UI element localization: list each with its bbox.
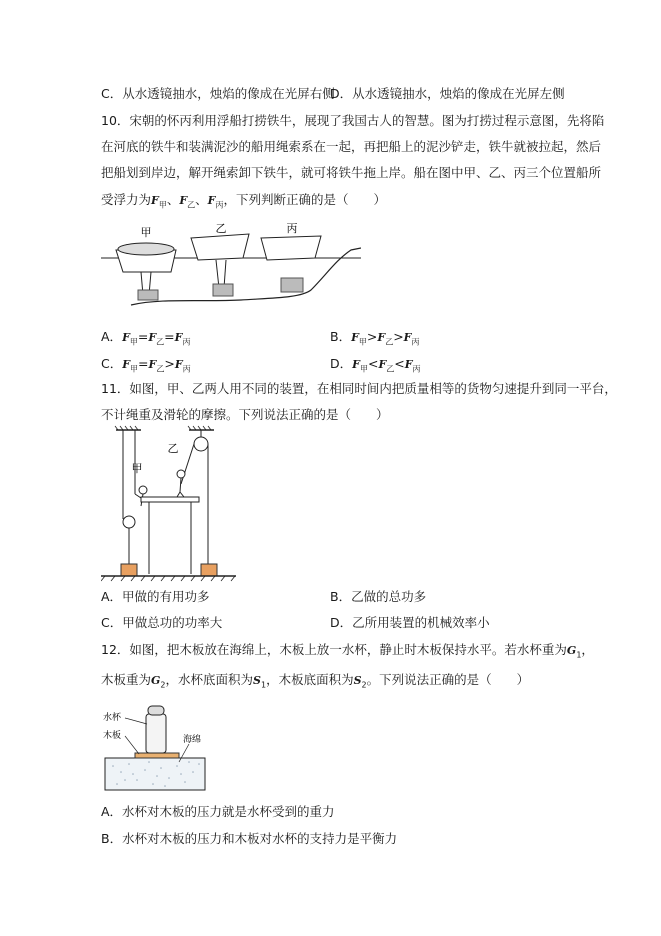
boat-label-bing: 丙: [286, 222, 298, 235]
q11-stem-line-2: 不计绳重及滑轮的摩擦。下列说法正确的是（ ）: [101, 407, 389, 422]
q12-option-a: A．水杯对木板的压力就是水杯受到的重力: [101, 804, 335, 819]
q9-option-d: D．从水透镜抽水，烛焰的像成在光屏左侧: [330, 86, 565, 101]
board-label: 木板: [103, 731, 122, 741]
boat-label-jia: 甲: [140, 226, 152, 239]
q11-option-a: A．甲做的有用功多: [101, 589, 210, 604]
q10-stem-line-4: 受浮力为$F_甲$、$F_乙$、$F_丙$，下列判断正确的是（ ）: [101, 192, 386, 210]
q11-option-b: B．乙做的总功多: [330, 589, 427, 604]
sponge-label: 海绵: [183, 735, 202, 745]
cup-board-sponge-figure: [101, 700, 211, 792]
q12-stem-line-2: 木板重为$G_2$，水杯底面积为$S_1$，木板底面积为$S_2$。下列说法正确的是（ ）: [101, 672, 530, 690]
q10-stem-line-1: 10．宋朝的怀丙利用浮船打捞铁牛，展现了我国古人的智慧。图为打捞过程示意图，先将陷: [101, 113, 605, 128]
q12-option-b: B．水杯对木板的压力和木板对水杯的支持力是平衡力: [101, 831, 398, 846]
q10-option-a: A．$F_甲=F_乙=F_丙$: [101, 329, 191, 347]
q10-option-c: C．$F_甲=F_乙>F_丙$: [101, 356, 191, 374]
pulley-figure: [101, 424, 236, 582]
q10-option-d: D．$F_甲<F_乙<F_丙$: [330, 356, 421, 374]
boat-salvage-figure: [101, 220, 361, 312]
person-label-jia: 甲: [131, 462, 143, 475]
person-label-yi: 乙: [167, 442, 179, 455]
q10-stem-line-2: 在河底的铁牛和装满泥沙的船用绳索系在一起，再把船上的泥沙铲走，铁牛就被拉起，然后: [101, 139, 602, 154]
boat-label-yi: 乙: [215, 222, 227, 235]
q10-option-b: B．$F_甲>F_乙>F_丙$: [330, 329, 420, 347]
q11-option-c: C．甲做总功的功率大: [101, 615, 223, 630]
q10-stem-line-3: 把船划到岸边，解开绳索卸下铁牛，就可将铁牛拖上岸。船在图中甲、乙、丙三个位置船所: [101, 165, 602, 180]
cup-label: 水杯: [103, 713, 122, 723]
q11-stem-line-1: 11．如图，甲、乙两人用不同的装置，在相同时间内把质量相等的货物匀速提升到同一平台，: [101, 381, 617, 396]
q9-option-c: C．从水透镜抽水，烛焰的像成在光屏右侧: [101, 86, 335, 101]
q11-option-d: D．乙所用装置的机械效率小: [330, 615, 490, 630]
q12-stem-line-1: 12．如图，把木板放在海绵上，木板上放一水杯，静止时木板保持水平。若水杯重为$G_1$，: [101, 642, 594, 660]
